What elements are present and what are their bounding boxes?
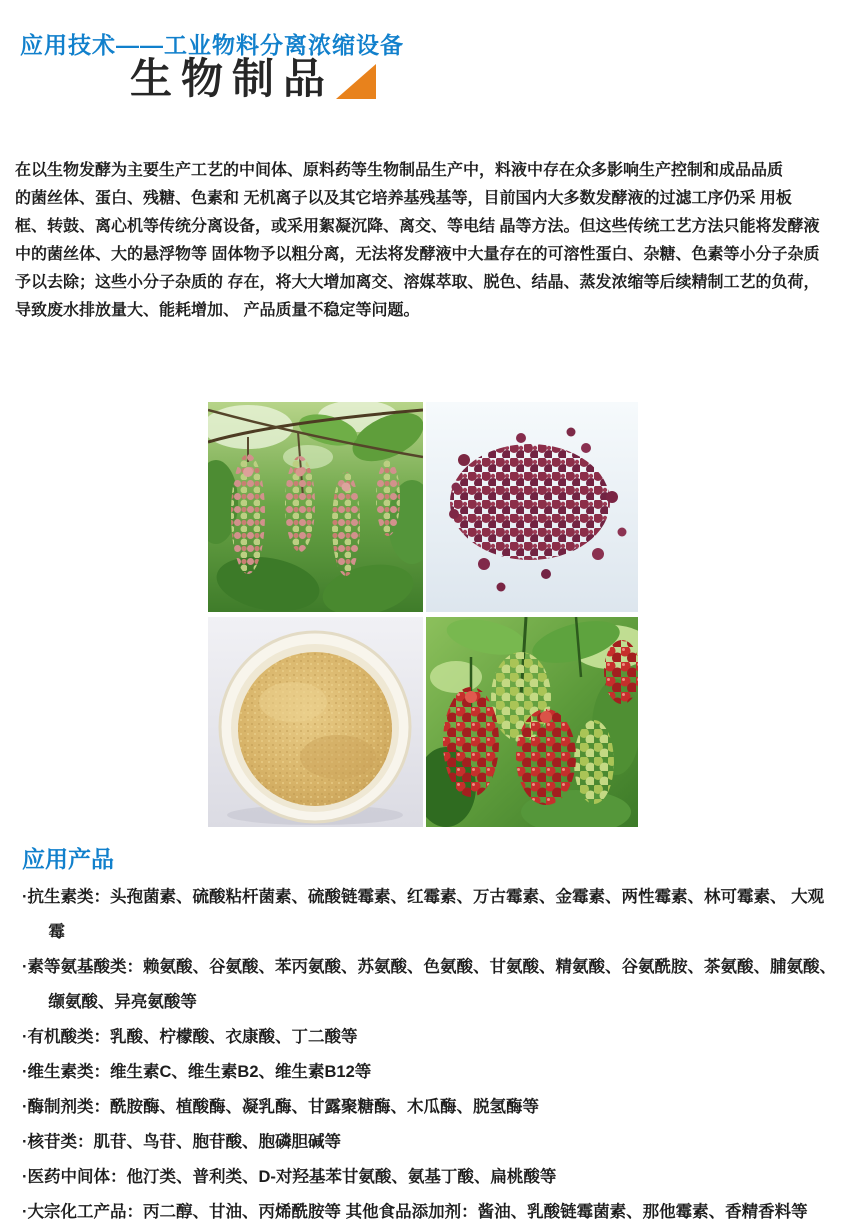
page-title: 生物制品 xyxy=(130,55,335,102)
product-item: ·医药中间体：他汀类、普利类、D-对羟基苯甘氨酸、氨基丁酸、扁桃酸等 xyxy=(22,1168,557,1186)
powder-bowl-photo xyxy=(208,617,423,827)
product-item: ·维生素类：维生素C、维生素B2、维生素B12等 xyxy=(22,1063,372,1081)
intro-line: 中的菌丝体、大的悬浮物等 固体物予以粗分离，无法将发酵液中大量存在的可溶性蛋白、杂糖、色素等小分子杂质 xyxy=(15,246,820,263)
category-title: 应用技术——工业物料分离浓缩设备 xyxy=(20,32,404,58)
photo-grid xyxy=(208,402,638,827)
red-berry-clusters-photo xyxy=(426,617,638,827)
vine-berry-clusters-photo xyxy=(208,402,423,612)
intro-paragraph xyxy=(15,157,839,325)
product-item: ·素等氨基酸类：赖氨酸、谷氨酸、苯丙氨酸、苏氨酸、色氨酸、甘氨酸、精氨酸、谷氨酰胺、茶氨酸、脯氨酸、 缬氨酸、异亮氨酸等 xyxy=(22,958,836,1011)
product-item: ·酶制剂类：酰胺酶、植酸酶、凝乳酶、甘露聚糖酶、木瓜酶、脱氢酶等 xyxy=(22,1098,539,1116)
product-item: ·大宗化工产品：丙二醇、甘油、丙烯酰胺等 其他食品添加剂：酱油、乳酸链霉菌素、那他霉素、香精香料等 xyxy=(22,1203,808,1221)
product-item: ·核苷类：肌苷、鸟苷、胞苷酸、胞磷胆碱等 xyxy=(22,1133,341,1151)
dried-berries-photo xyxy=(426,402,638,612)
product-list xyxy=(22,880,840,1230)
products-heading: 应用产品 xyxy=(22,846,114,872)
product-item: ·抗生素类：头孢菌素、硫酸粘杆菌素、硫酸链霉素、红霉素、万古霉素、金霉素、两性霉素、林可霉素、 大观霉 xyxy=(22,888,825,941)
page-title-row xyxy=(130,55,376,103)
intro-line: 予以去除；这些小分子杂质的 存在，将大大增加离交、溶媒萃取、脱色、结晶、蒸发浓缩等后续精制工艺的负荷， xyxy=(15,274,820,291)
intro-line: 框、转鼓、离心机等传统分离设备，或采用絮凝沉降、离交、等电结 晶等方法。但这些传统工艺方法只能将发酵液 xyxy=(15,218,820,235)
intro-line: 在以生物发酵为主要生产工艺的中间体、原料药等生物制品生产中，料液中存在众多影响生产控制和成品品质 xyxy=(15,162,784,179)
product-item: ·有机酸类：乳酸、柠檬酸、衣康酸、丁二酸等 xyxy=(22,1028,358,1046)
intro-line: 的菌丝体、蛋白、残糖、色素和 无机离子以及其它培养基残基等，目前国内大多数发酵液的过滤工序仍采 用板 xyxy=(15,190,792,207)
intro-line: 导致废水排放量大、能耗增加、 产品质量不稳定等问题。 xyxy=(15,302,420,319)
orange-triangle-icon xyxy=(336,64,376,99)
